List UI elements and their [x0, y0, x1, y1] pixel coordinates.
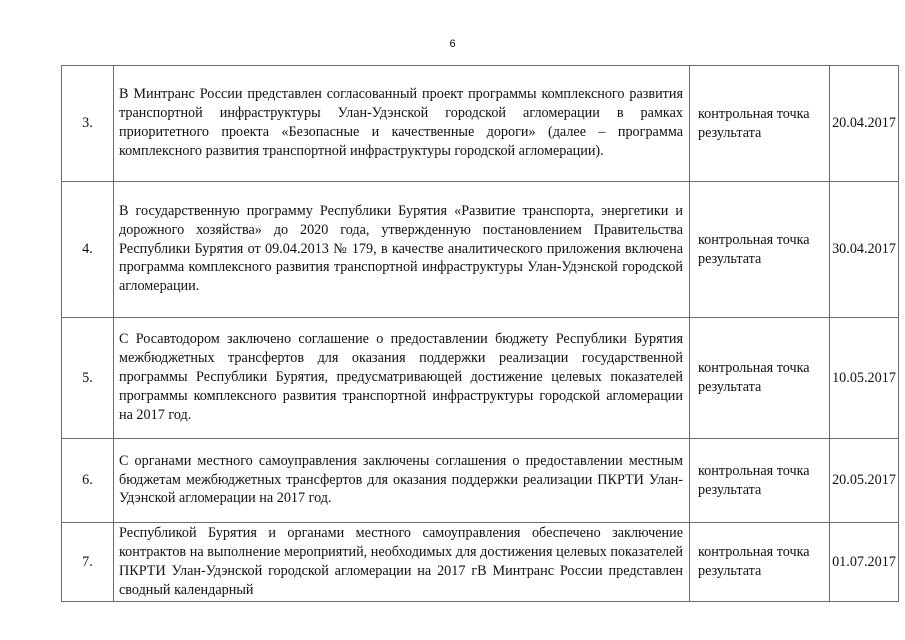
table-row [62, 523, 899, 602]
row-date: 30.04.2017 [830, 182, 899, 318]
row-number: 6. [62, 439, 114, 523]
row-type: контрольная точка результата [690, 439, 830, 523]
row-type: контрольная точка результата [690, 182, 830, 318]
page-number: 6 [449, 38, 456, 50]
table-row [62, 66, 899, 182]
row-description: Республикой Бурятия и органами местного самоуправления обеспечено заключение контрактов на выполнение мероприятий, необходимых для достижения целевых показателей ПКРТИ Улан-Удэнской городской агломерации на 2017 гВ Минтранс России представлен сводный календарный [119, 525, 683, 598]
row-description: С Росавтодором заключено соглашение о предоставлении бюджету Республики Бурятия межбюджетных трансфертов для оказания поддержки реализации государственной программы Республики Бурятия, предусматривающей достижение целевых показателей программы комплексного развития транспортной инфраструктуры городской агломерации на 2017 год. [114, 318, 690, 439]
row-type: контрольная точка результата [690, 318, 830, 439]
table-row [62, 182, 899, 318]
row-date: 10.05.2017 [830, 318, 899, 439]
row-description: В Минтранс России представлен согласованный проект программы комплексного развития транспортной инфраструктуры Улан-Удэнской городской агломерации в рамках приоритетного проекта «Безопасные и качественные дороги» (далее – программа комплексного развития транспортной инфраструктуры городской агломерации). [114, 66, 690, 182]
table-row [62, 318, 899, 439]
row-description-cell [114, 523, 690, 602]
row-number: 4. [62, 182, 114, 318]
milestones-table [61, 65, 899, 602]
row-type: контрольная точка результата [690, 66, 830, 182]
row-description: С органами местного самоуправления заключены соглашения о предоставлении местным бюджетам межбюджетных трансфертов для оказания поддержки реализации ПКРТИ Улан-Удэнской агломерации на 2017 год. [114, 439, 690, 523]
row-number: 5. [62, 318, 114, 439]
row-description: В государственную программу Республики Бурятия «Развитие транспорта, энергетики и дорожного хозяйства» до 2020 года, утвержденную постановлением Правительства Республики Бурятия от 09.04.2013 № 179, в качестве аналитического приложения включена программа комплексного развития транспортной инфраструктуры Улан-Удэнской городской агломерации. [114, 182, 690, 318]
row-date: 20.04.2017 [830, 66, 899, 182]
row-date: 20.05.2017 [830, 439, 899, 523]
row-number: 7. [62, 523, 114, 602]
row-number: 3. [62, 66, 114, 182]
table-row [62, 439, 899, 523]
row-type: контрольная точка результата [690, 523, 830, 602]
row-date: 01.07.2017 [830, 523, 899, 602]
